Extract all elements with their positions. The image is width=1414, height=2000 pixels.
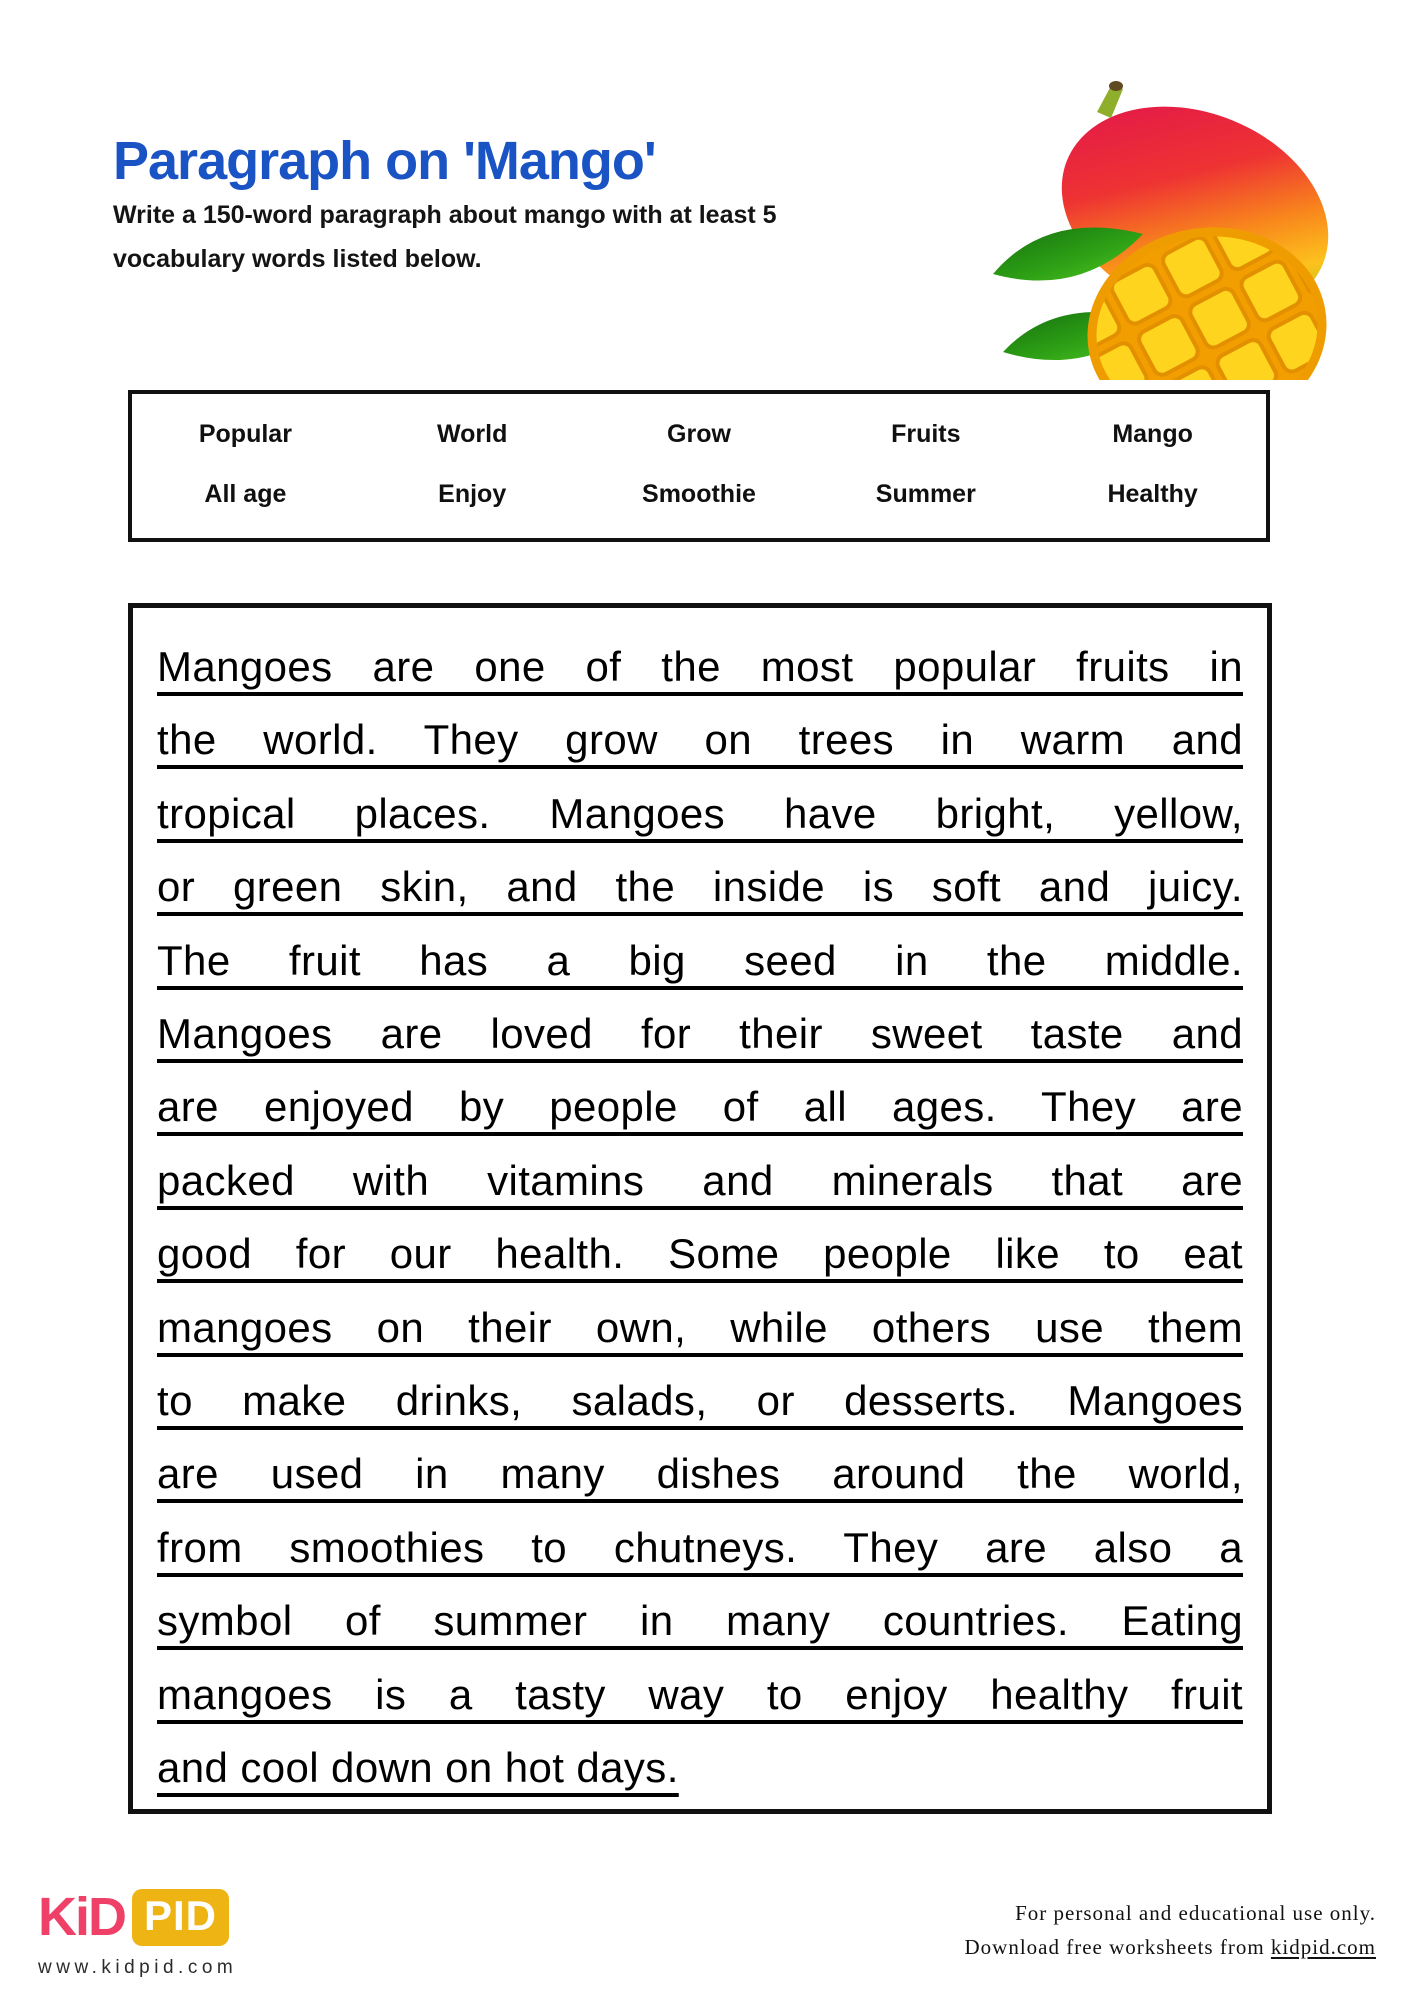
essay-line: and cool down on hot days. (157, 1744, 679, 1792)
essay-line: from smoothies to chutneys. They are also a (157, 1523, 1243, 1571)
vocabulary-box (128, 390, 1270, 542)
essay-line: tropical places. Mangoes have bright, yellow, (157, 789, 1243, 837)
essay-line: are enjoyed by people of all ages. They are (157, 1083, 1243, 1131)
essay-line: to make drinks, salads, or desserts. Mangoes (157, 1377, 1243, 1425)
essay-line: Mangoes are one of the most popular fruits in (157, 643, 1243, 690)
essay-line: are used in many dishes around the world, (157, 1450, 1243, 1498)
vocab-word: Healthy (1107, 479, 1198, 508)
logo-kid-text: KiD (38, 1887, 125, 1947)
website-url: www.kidpid.com (38, 1957, 238, 1978)
usage-note-line-2 (965, 1930, 1377, 1964)
page-title: Paragraph on 'Mango' (113, 131, 656, 191)
vocab-word: Fruits (891, 419, 961, 448)
usage-note-line-2-text: Download free worksheets from (964, 1935, 1271, 1959)
essay-line: packed with vitamins and minerals that are (157, 1156, 1243, 1204)
usage-note-line-1: For personal and educational use only. (1015, 1901, 1376, 1925)
mango-image (985, 62, 1335, 380)
vocab-word: All age (204, 479, 287, 508)
vocab-word: Popular (198, 419, 292, 448)
logo-pid-badge: PID (132, 1889, 229, 1946)
essay-line: good for our health. Some people like to eat (157, 1230, 1243, 1278)
usage-note (965, 1896, 1377, 1964)
vocab-word: World (437, 419, 508, 448)
essay-line: the world. They grow on trees in warm and (157, 716, 1243, 764)
kidpid-link[interactable]: kidpid.com (1270, 1935, 1376, 1959)
kidpid-logo (38, 1886, 237, 1979)
instructions-line-1: Write a 150-word paragraph about mango with at least 5 (113, 201, 777, 229)
essay-line: mangoes on their own, while others use them (157, 1303, 1243, 1351)
instructions-text (113, 193, 777, 281)
vocab-word: Summer (875, 479, 976, 508)
vocab-word: Smoothie (642, 479, 756, 508)
vocab-word: Enjoy (438, 479, 507, 508)
vocab-word: Grow (667, 419, 731, 448)
essay-line: Mangoes are loved for their sweet taste and (157, 1010, 1243, 1058)
instructions-line-2: vocabulary words listed below. (113, 245, 482, 273)
essay-line: The fruit has a big seed in the middle. (157, 936, 1243, 984)
essay-box (128, 603, 1272, 1814)
essay-line: mangoes is a tasty way to enjoy healthy fruit (157, 1670, 1243, 1718)
essay-line: symbol of summer in many countries. Eating (157, 1597, 1243, 1645)
vocab-word: Mango (1112, 419, 1193, 448)
essay-line: or green skin, and the inside is soft and juicy. (157, 863, 1243, 911)
